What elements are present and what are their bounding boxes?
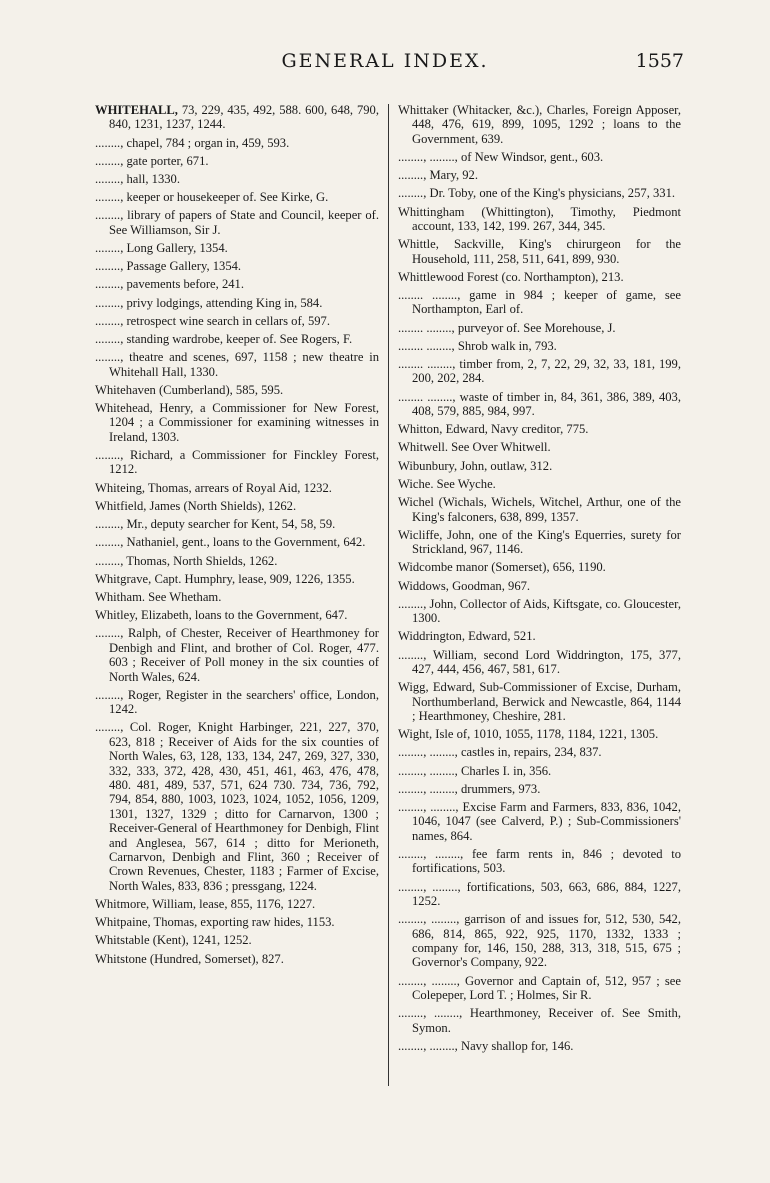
index-entry-text: ........, gate porter, 671.: [95, 153, 209, 168]
index-entry: [398, 205, 681, 234]
index-entry: [398, 847, 681, 876]
index-entry-text: Whitgrave, Capt. Humphry, lease, 909, 1226, 1355.: [95, 571, 355, 586]
index-entry: [95, 103, 379, 132]
index-entry-text: Whitham. See Whetham.: [95, 589, 222, 604]
index-entry: [398, 745, 681, 759]
page-number: 1557: [635, 50, 684, 72]
index-entry-text: Wight, Isle of, 1010, 1055, 1178, 1184, 1221, 1305.: [398, 727, 659, 742]
index-headword: WHITEHALL,: [95, 103, 178, 117]
index-entry-text: ........, ........, Charles I. in, 356.: [398, 763, 552, 778]
index-entry-text: ........, ........, garrison of and issues for, 512, 530, 542, 686, 814, 865, 922, 925, 1170, 1332, 1333 ; company for, 146, 150, 288, 313, 318, 515, 675 ; Governor's Company, 922.: [398, 912, 681, 970]
index-entry-text: Widcombe manor (Somerset), 656, 1190.: [398, 560, 606, 575]
index-entry: [95, 259, 379, 273]
index-entry: [95, 172, 379, 186]
index-entry-text: ........, standing wardrobe, keeper of. See Rogers, F.: [95, 332, 353, 347]
index-entry: [398, 974, 681, 1003]
index-entry-text: ........, John, Collector of Aids, Kiftsgate, co. Gloucester, 1300.: [398, 596, 681, 626]
index-entry-text: Wigg, Edward, Sub-Commissioner of Excise, Durham, Northumberland, Berwick and Newcastle, 864, 1144 ; Hearthmoney, Cheshire, 281.: [398, 680, 681, 723]
index-entry: [95, 383, 379, 397]
index-entry: [398, 880, 681, 909]
index-column-right: [398, 103, 681, 1057]
index-entry-text: ........, ........, fee farm rents in, 846 ; devoted to fortifications, 503.: [398, 846, 681, 876]
index-entry-text: Whitstone (Hundred, Somerset), 827.: [95, 951, 284, 966]
index-entry-text: 73, 229, 435, 492, 588. 600, 648, 790, 840, 1231, 1237, 1244.: [109, 103, 379, 132]
index-entry: [398, 422, 681, 436]
index-entry-text: Wicliffe, John, one of the King's Equerries, surety for Strickland, 967, 1146.: [398, 527, 681, 557]
index-entry: [398, 597, 681, 626]
index-entry-text: ........ ........, game in 984 ; keeper of game, see Northampton, Earl of.: [398, 288, 681, 317]
index-entry-text: ........, pavements before, 241.: [95, 277, 244, 292]
index-entry-text: Whittingham (Whittington), Timothy, Piedmont account, 133, 142, 199. 267, 344, 345.: [398, 204, 681, 234]
index-entry-text: ........, Mr., deputy searcher for Kent, 54, 58, 59.: [95, 517, 336, 532]
index-entry-text: ........, ........, fortifications, 503, 663, 686, 884, 1227, 1252.: [398, 879, 681, 908]
index-entry: [398, 237, 681, 266]
index-entry-text: Whitehaven (Cumberland), 585, 595.: [95, 382, 284, 397]
index-entry-text: ........, ........, castles in, repairs, 234, 837.: [398, 745, 602, 760]
index-entry: [398, 1006, 681, 1035]
index-entry-text: Whittaker (Whitacker, &c.), Charles, Foreign Apposer, 448, 476, 619, 899, 1095, 1292 ; loans to the Government, 639.: [398, 103, 681, 146]
index-entry: [398, 186, 681, 200]
index-entry: [398, 339, 681, 353]
index-entry-text: Whitton, Edward, Navy creditor, 775.: [398, 422, 589, 437]
column-divider: [388, 104, 389, 1086]
index-entry: [398, 648, 681, 677]
index-entry-text: ........, Mary, 92.: [398, 168, 478, 183]
index-entry: [95, 136, 379, 150]
index-entry: [95, 608, 379, 622]
index-entry-text: ........, ........, of New Windsor, gent., 603.: [398, 150, 604, 165]
index-entry-text: ........, Dr. Toby, one of the King's physicians, 257, 331.: [398, 186, 676, 201]
index-entry-text: ........, ........, Navy shallop for, 146.: [398, 1038, 574, 1053]
index-entry-text: ........, Roger, Register in the searchers' office, London, 1242.: [95, 687, 379, 717]
index-entry-text: ........, ........, drummers, 973.: [398, 781, 541, 796]
index-entry: [398, 800, 681, 843]
index-entry: [398, 103, 681, 146]
index-entry: [398, 270, 681, 284]
index-entry-text: Whitwell. See Over Whitwell.: [398, 440, 551, 455]
index-entry: [95, 952, 379, 966]
index-entry: [95, 535, 379, 549]
index-entry: [95, 350, 379, 379]
index-entry-text: ........, Nathaniel, gent., loans to the Government, 642.: [95, 535, 366, 550]
index-column-left: [95, 103, 379, 970]
index-entry-text: Whittlewood Forest (co. Northampton), 213.: [398, 269, 624, 284]
index-entry-text: ........, William, second Lord Widdrington, 175, 377, 427, 444, 456, 467, 581, 617.: [398, 647, 681, 676]
index-entry: [398, 680, 681, 723]
index-entry-text: Whitstable (Kent), 1241, 1252.: [95, 933, 252, 948]
index-entry-text: ........, retrospect wine search in cellars of, 597.: [95, 313, 331, 328]
index-entry: [398, 1039, 681, 1053]
index-entry-text: Whitfield, James (North Shields), 1262.: [95, 498, 297, 513]
index-entry-text: Whitpaine, Thomas, exporting raw hides, 1153.: [95, 915, 335, 930]
index-entry-text: Wibunbury, John, outlaw, 312.: [398, 458, 553, 473]
index-entry: [95, 933, 379, 947]
index-entry: [95, 554, 379, 568]
index-entry: [398, 321, 681, 335]
index-entry: [95, 401, 379, 444]
index-entry-text: ........, ........, Hearthmoney, Receiver of. See Smith, Symon.: [398, 1006, 681, 1035]
index-entry: [95, 448, 379, 477]
index-entry: [95, 590, 379, 604]
index-entry: [398, 727, 681, 741]
index-entry: [95, 897, 379, 911]
index-entry-text: Whiteing, Thomas, arrears of Royal Aid, 1232.: [95, 480, 332, 495]
index-entry: [398, 495, 681, 524]
index-entry: [398, 440, 681, 454]
index-entry-text: ........, Ralph, of Chester, Receiver of Hearthmoney for Denbigh and Flint, and brother of Col. Roger, 477. 603 ; Receiver of Poll money in the six counties of North Wales, 624.: [95, 626, 379, 684]
index-entry: [95, 296, 379, 310]
index-entry-text: ........, hall, 1330.: [95, 172, 181, 187]
index-entry-text: ........ ........, Shrob walk in, 793.: [398, 338, 557, 353]
index-entry: [398, 168, 681, 182]
index-entry: [398, 150, 681, 164]
index-entry: [95, 688, 379, 717]
index-entry: [95, 720, 379, 893]
index-entry-text: ........ ........, purveyor of. See Morehouse, J.: [398, 320, 616, 335]
index-entry-text: ........, keeper or housekeeper of. See Kirke, G.: [95, 190, 329, 205]
index-entry-text: ........, Thomas, North Shields, 1262.: [95, 553, 278, 568]
index-entry: [398, 357, 681, 386]
index-entry: [95, 208, 379, 237]
index-entry: [398, 288, 681, 317]
index-entry: [398, 579, 681, 593]
index-entry: [95, 332, 379, 346]
index-entry-text: Wiche. See Wyche.: [398, 476, 496, 491]
index-entry-text: ........, library of papers of State and Council, keeper of. See Williamson, Sir J.: [95, 208, 379, 237]
index-entry-text: Whitmore, William, lease, 855, 1176, 1227.: [95, 897, 316, 912]
index-entry: [398, 390, 681, 419]
index-entry-text: Wichel (Wichals, Wichels, Witchel, Arthur, one of the King's falconers, 638, 899, 1357.: [398, 495, 681, 524]
index-entry-text: ........, ........, Governor and Captain of, 512, 957 ; see Colepeper, Lord T. ; Holmes, Sir R.: [398, 973, 681, 1003]
index-entry: [398, 459, 681, 473]
index-entry-text: Whittle, Sackville, King's chirurgeon for the Household, 111, 258, 511, 641, 899, 930.: [398, 237, 681, 266]
index-entry: [95, 517, 379, 531]
index-entry-text: ........, privy lodgings, attending King in, 584.: [95, 295, 323, 310]
index-entry-text: ........, Long Gallery, 1354.: [95, 241, 228, 256]
index-entry: [95, 481, 379, 495]
index-entry-text: ........, Passage Gallery, 1354.: [95, 259, 242, 274]
index-entry: [95, 314, 379, 328]
index-entry: [95, 277, 379, 291]
index-entry-text: ........, Col. Roger, Knight Harbinger, 221, 227, 370, 623, 818 ; Receiver of Aids for the six counties of North Wales, 63, 128, 133, 134, 247, 269, 327, 330, 332, 333, 372, 428, 430, 451, 461, 463, 476, 478, 480. 481, 489, 537, 571, 624 730. 734, 736, 792, 794, 854, 880, 1003, 1023, 1024, 1052, 1056, 1209, 1301, 1327, 1329 ; ditto for Carnarvon, 1300 ; Receiver-General of Hearthmoney for Denbigh, Flint and Anglesea, 567, 614 ; ditto for Merioneth, Carnarvon, Denbigh and Flint, 360 ; Receiver of Crown Revenues, Chester, 1183 ; Farmer of Excise, North Wales, 833, 836 ; pressgang, 1224.: [95, 720, 379, 893]
index-entry: [95, 241, 379, 255]
index-entry-text: ........, theatre and scenes, 697, 1158 ; new theatre in Whitehall Hall, 1330.: [95, 350, 379, 379]
index-entry-text: Whitehead, Henry, a Commissioner for New Forest, 1204 ; a Commissioner for examining witnesses in Ireland, 1303.: [95, 401, 379, 444]
index-entry: [398, 528, 681, 557]
index-entry-text: ........, Richard, a Commissioner for Finckley Forest, 1212.: [95, 448, 379, 477]
index-entry: [398, 560, 681, 574]
index-entry-text: ........ ........, waste of timber in, 84, 361, 386, 389, 403, 408, 579, 885, 984, 997.: [398, 389, 681, 419]
index-entry-text: ........, ........, Excise Farm and Farmers, 833, 836, 1042, 1046, 1047 (see Calverd, P.) ; Sub-Commissioners' names, 864.: [398, 799, 681, 843]
running-title: GENERAL INDEX.: [281, 50, 489, 72]
index-entry: [95, 154, 379, 168]
index-entry: [398, 477, 681, 491]
index-entry-text: Widdows, Goodman, 967.: [398, 578, 531, 593]
page-header: [0, 50, 770, 80]
index-entry: [95, 572, 379, 586]
index-entry: [398, 912, 681, 970]
index-entry: [95, 626, 379, 684]
index-entry: [95, 915, 379, 929]
index-entry: [95, 190, 379, 204]
index-entry: [398, 782, 681, 796]
index-entry-text: Widdrington, Edward, 521.: [398, 629, 536, 644]
index-entry: [95, 499, 379, 513]
index-entry-text: Whitley, Elizabeth, loans to the Government, 647.: [95, 608, 348, 623]
index-entry: [398, 764, 681, 778]
index-entry-text: ........ ........, timber from, 2, 7, 22, 29, 32, 33, 181, 199, 200, 202, 284.: [398, 357, 681, 386]
index-entry: [398, 629, 681, 643]
index-entry-text: ........, chapel, 784 ; organ in, 459, 593.: [95, 135, 290, 150]
